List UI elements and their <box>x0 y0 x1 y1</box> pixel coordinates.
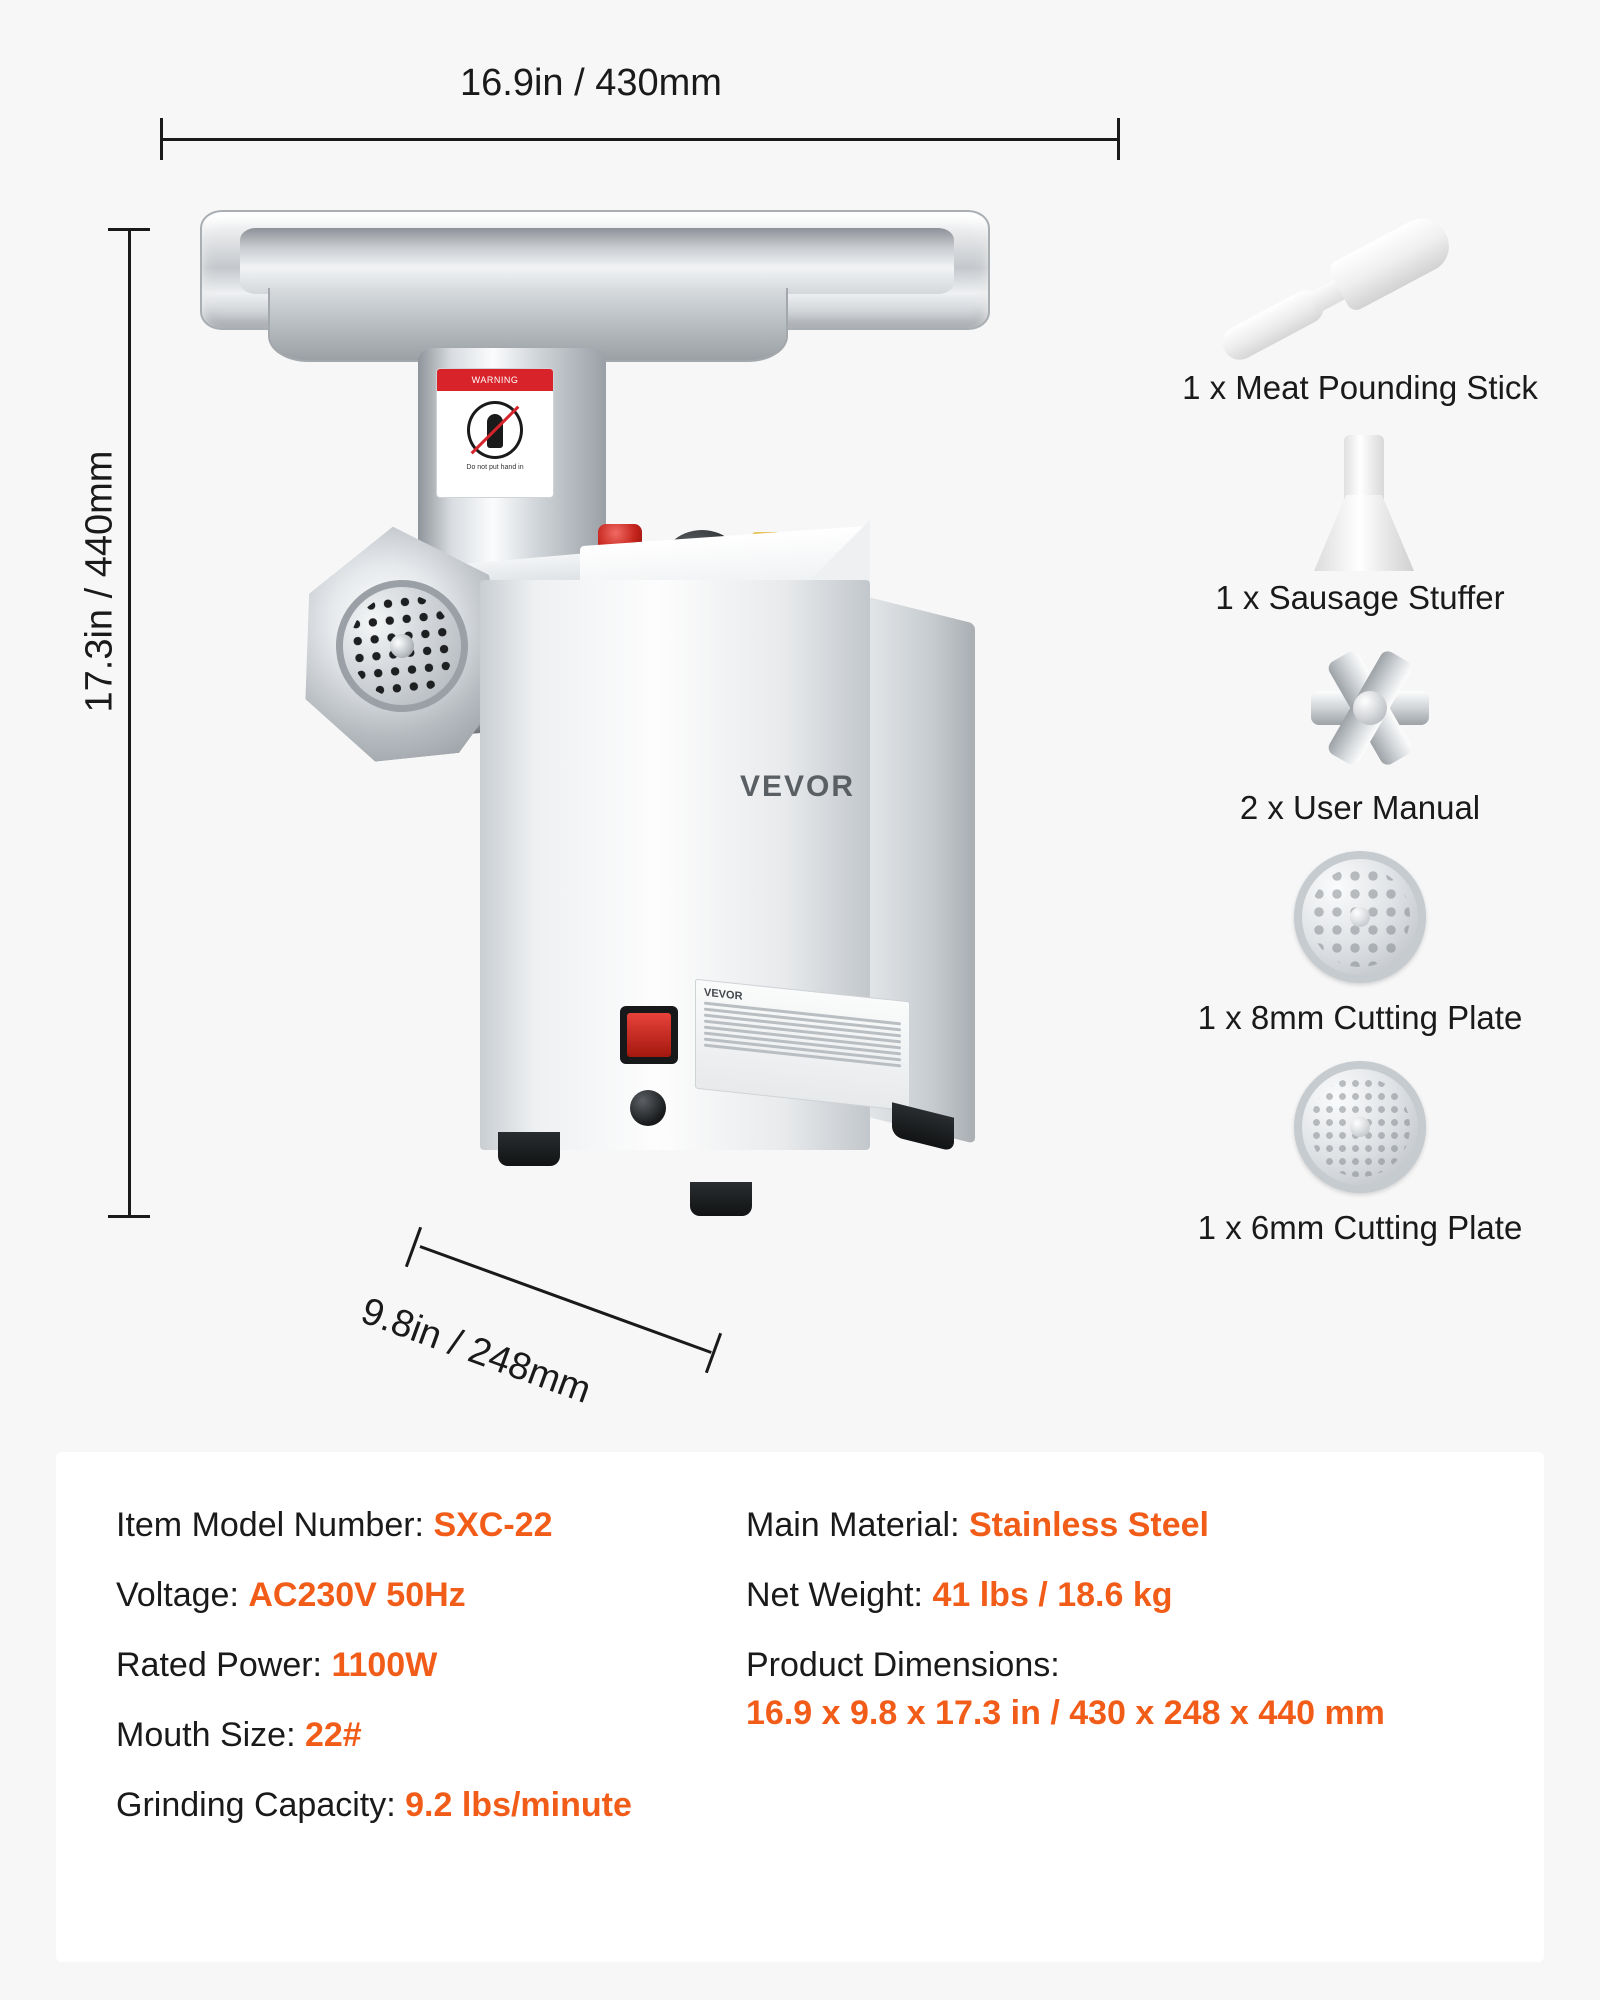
height-dimension-line <box>128 228 131 1218</box>
power-switch-rocker[interactable] <box>627 1013 671 1057</box>
hopper-tray-inner <box>240 228 954 294</box>
no-hand-icon-figure <box>487 414 503 448</box>
control-dial[interactable] <box>630 1090 666 1126</box>
spec-value: AC230V 50Hz <box>248 1576 466 1614</box>
spec-value: Stainless Steel <box>968 1506 1209 1544</box>
spec-label: Grinding Capacity: <box>116 1786 396 1824</box>
height-dimension-label: 17.3in / 440mm <box>78 450 121 713</box>
spec-row-product-dimensions <box>746 1648 1484 1730</box>
specifications-column-left <box>116 1508 746 1858</box>
accessory-label: 1 x Meat Pounding Stick <box>1182 369 1538 406</box>
rating-plate-brand: VEVOR <box>704 986 743 1003</box>
height-dimension-tick-top <box>108 228 150 231</box>
cutting-plate-8mm-icon <box>1160 845 1560 995</box>
accessory-item <box>1160 215 1560 407</box>
spec-label: Main Material: <box>746 1506 960 1544</box>
spec-value: 41 lbs / 18.6 kg <box>932 1576 1173 1614</box>
no-hand-icon <box>467 401 523 459</box>
spec-label: Voltage: <box>116 1576 239 1614</box>
width-dimension-label: 16.9in / 430mm <box>460 62 722 104</box>
spec-label: Product Dimensions: <box>746 1646 1060 1684</box>
spec-row-mouth-size <box>116 1718 746 1752</box>
spec-label: Item Model Number: <box>116 1506 424 1544</box>
accessory-label: 1 x 6mm Cutting Plate <box>1197 1209 1523 1246</box>
accessory-label: 1 x 8mm Cutting Plate <box>1197 999 1523 1036</box>
spec-value: 16.9 x 9.8 x 17.3 in / 430 x 248 x 440 mm <box>746 1694 1385 1732</box>
spec-value: 1100W <box>331 1646 438 1684</box>
spec-value: 9.2 lbs/minute <box>405 1786 632 1824</box>
housing-foot <box>690 1182 752 1216</box>
meat-grinder-illustration <box>150 180 1150 1240</box>
specifications-card <box>56 1452 1544 1962</box>
accessory-item <box>1160 845 1560 1037</box>
meat-pounding-stick-icon <box>1160 215 1560 365</box>
cutting-plate-6mm-icon <box>1160 1055 1560 1205</box>
width-dimension-line <box>160 138 1120 141</box>
spec-value: 22# <box>304 1716 362 1754</box>
accessory-label: 2 x User Manual <box>1239 789 1481 826</box>
accessory-item <box>1160 1055 1560 1247</box>
sausage-stuffer-icon <box>1160 425 1560 575</box>
spec-label: Rated Power: <box>116 1646 322 1684</box>
housing-foot <box>498 1132 560 1166</box>
height-dimension-tick-bottom <box>108 1215 150 1218</box>
specifications-column-right <box>746 1508 1484 1858</box>
width-dimension-tick-left <box>160 118 163 160</box>
accessory-label: 1 x Sausage Stuffer <box>1215 579 1505 616</box>
depth-dimension-label: 9.8in / 248mm <box>355 1290 597 1412</box>
accessory-item <box>1160 425 1560 617</box>
rating-plate <box>695 979 910 1112</box>
warning-label-text: Do not put hand in <box>466 464 524 471</box>
spec-label: Mouth Size: <box>116 1716 296 1754</box>
brand-logo: VEVOR <box>740 770 856 803</box>
warning-label-header: WARNING <box>437 369 553 391</box>
spec-row-grinding-capacity <box>116 1788 746 1822</box>
cutting-blade-icon <box>1160 635 1560 785</box>
accessories-list <box>1160 215 1560 1265</box>
warning-label <box>436 368 554 498</box>
power-switch[interactable] <box>620 1006 678 1064</box>
spec-value: SXC-22 <box>433 1506 553 1544</box>
spec-row-main-material <box>746 1508 1484 1542</box>
spec-label: Net Weight: <box>746 1576 924 1614</box>
spec-row-rated-power <box>116 1648 746 1682</box>
width-dimension-tick-right <box>1117 118 1120 160</box>
spec-row-voltage <box>116 1578 746 1612</box>
spec-row-model <box>116 1508 746 1542</box>
spec-row-net-weight <box>746 1578 1484 1612</box>
accessory-item <box>1160 635 1560 827</box>
